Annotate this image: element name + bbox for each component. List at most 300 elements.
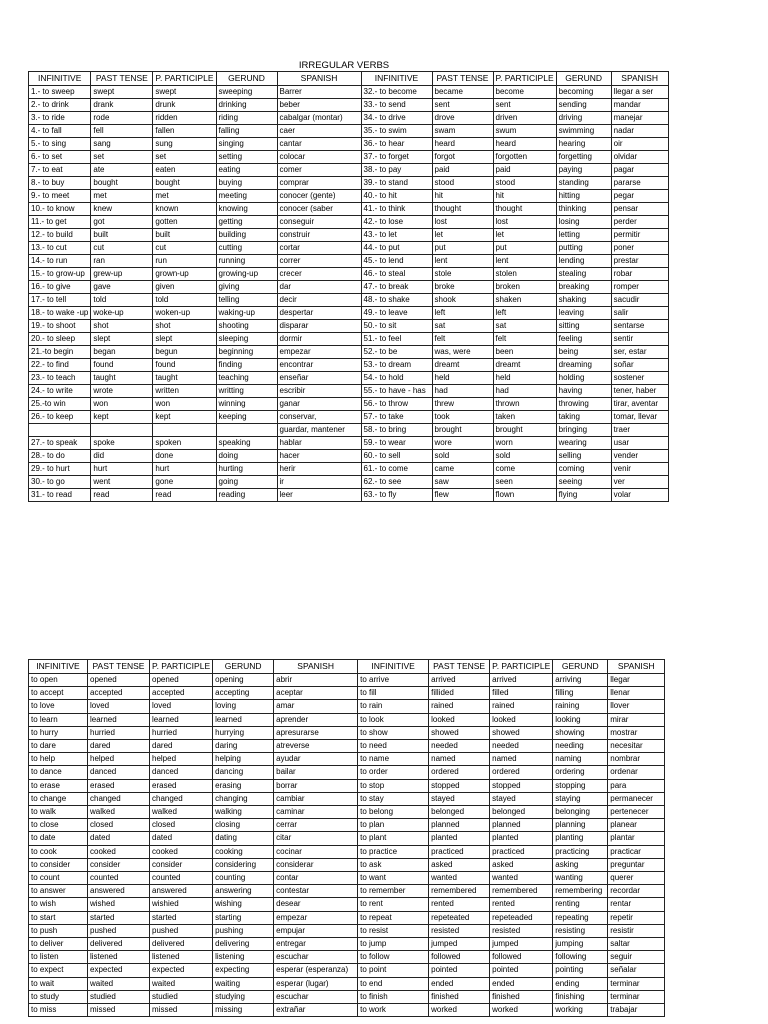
table-cell: waiting [213,977,274,990]
table-cell: opening [213,674,274,687]
table-cell: escribir [277,385,361,398]
table-cell: slept [91,333,153,346]
table-cell: loving [213,700,274,713]
table-cell: asked [490,858,553,871]
table-cell: feeling [556,333,611,346]
table-cell: told [153,294,216,307]
table-cell: keeping [216,411,277,424]
table-cell: repeteaded [490,911,553,924]
table-cell: became [432,86,493,99]
table-cell: flown [493,489,556,502]
table-cell: arrived [490,674,553,687]
table-cell: being [556,346,611,359]
table-cell: opened [150,674,213,687]
table-cell: forgot [432,151,493,164]
table-cell: broke [432,281,493,294]
table-cell: 29.- to hurt [29,463,91,476]
table-cell: 34.- to drive [361,112,432,125]
table-cell: sacudir [611,294,668,307]
table-cell: empujar [274,924,358,937]
table-cell: to belong [358,806,429,819]
table-cell: thought [493,203,556,216]
table-cell: gotten [153,216,216,229]
table-cell: slept [153,333,216,346]
table-cell: ran [91,255,153,268]
table-cell: wanted [429,872,490,885]
table-row [29,268,669,281]
table-cell: taking [556,411,611,424]
table-cell: swept [153,86,216,99]
table-cell: becoming [556,86,611,99]
table-cell: bought [153,177,216,190]
table-cell: sung [153,138,216,151]
table-cell: sold [493,450,556,463]
table-cell: permanecer [608,792,665,805]
table-cell: terminar [608,990,665,1003]
table-cell: getting [216,216,277,229]
table-cell: went [91,476,153,489]
table-cell: aprender [274,713,358,726]
table-cell: closed [88,819,150,832]
table-cell: worked [429,1004,490,1017]
table-cell: to push [29,924,88,937]
table-cell: showed [490,726,553,739]
table-cell: to start [29,911,88,924]
table-cell: pegar [611,190,668,203]
table-cell: did [91,450,153,463]
table-cell: brought [432,424,493,437]
table-cell: 2.- to drink [29,99,91,112]
table-row [29,320,669,333]
column-header: PAST TENSE [429,660,490,674]
table-cell: doing [216,450,277,463]
table-cell: llover [608,700,665,713]
table-cell: arriving [553,674,608,687]
table-cell: followed [490,951,553,964]
table-cell: 42.- to lose [361,216,432,229]
table-cell: preguntar [608,858,665,871]
table-cell: 19.- to shoot [29,320,91,333]
table-cell: leer [277,489,361,502]
table-row [29,740,665,753]
table-cell: 47.- to break [361,281,432,294]
table-cell: had [493,385,556,398]
table-cell: sent [493,99,556,112]
table-cell: ordered [429,766,490,779]
table-row [29,86,669,99]
table-cell: heard [432,138,493,151]
table-cell: ridden [153,112,216,125]
table-cell: cut [91,242,153,255]
table-cell: ver [611,476,668,489]
table-cell: 16.- to give [29,281,91,294]
table-cell: manejar [611,112,668,125]
table-cell: 53.- to dream [361,359,432,372]
table-cell: resisted [490,924,553,937]
table-cell: 26.- to keep [29,411,91,424]
table-cell: kept [153,411,216,424]
table-cell: to listen [29,951,88,964]
table-cell: to plant [358,832,429,845]
table-cell: conocer (gente) [277,190,361,203]
table-cell: cortar [277,242,361,255]
table-cell: to walk [29,806,88,819]
table-cell: ganar [277,398,361,411]
table-cell: losing [556,216,611,229]
table-cell: dared [150,740,213,753]
table-cell: 28.- to do [29,450,91,463]
table-cell: apresurarse [274,726,358,739]
table-cell: pertenecer [608,806,665,819]
table-cell: knew [91,203,153,216]
table-cell: planting [553,832,608,845]
table-cell: contar [274,872,358,885]
table-cell: 55.- to have - has [361,385,432,398]
table-cell: trabajar [608,1004,665,1017]
table-cell: permitir [611,229,668,242]
table-cell: mirar [608,713,665,726]
table-row [29,203,669,216]
table-row [29,951,665,964]
table-row [29,726,665,739]
table-row [29,164,669,177]
table-cell: riding [216,112,277,125]
table-cell: mostrar [608,726,665,739]
table-cell: began [91,346,153,359]
table-cell: despertar [277,307,361,320]
table-cell: para [608,779,665,792]
table-cell: listened [150,951,213,964]
table-cell: cambiar [274,792,358,805]
table-cell: 35.- to swim [361,125,432,138]
table-cell: taken [493,411,556,424]
table-cell: stopping [553,779,608,792]
table-cell: woken-up [153,307,216,320]
table-cell: 44.- to put [361,242,432,255]
table-cell: volar [611,489,668,502]
table-cell: forgotten [493,151,556,164]
table-cell: poner [611,242,668,255]
table-cell: driven [493,112,556,125]
table-cell: rained [429,700,490,713]
table-cell: lost [432,216,493,229]
table-cell: 50.- to sit [361,320,432,333]
table-row [29,177,669,190]
table-cell: swum [493,125,556,138]
table-cell: pushing [213,924,274,937]
table-row [29,674,665,687]
table-cell: shot [153,320,216,333]
table-row [29,151,669,164]
table-cell: grown-up [153,268,216,281]
table-cell: pointed [429,964,490,977]
column-header: INFINITIVE [361,72,432,86]
table-cell: 18.- to wake -up [29,307,91,320]
table-cell: shaking [556,294,611,307]
table-cell: to date [29,832,88,845]
table-cell: pointed [490,964,553,977]
table-cell: was, were [432,346,493,359]
table-cell: pensar [611,203,668,216]
table-cell: kept [91,411,153,424]
table-cell: to accept [29,687,88,700]
table-cell: seen [493,476,556,489]
table-cell: to wait [29,977,88,990]
table-cell: naming [553,753,608,766]
table-cell: helping [213,753,274,766]
table-cell: hitting [556,190,611,203]
table-row [29,385,669,398]
table-cell: beginning [216,346,277,359]
table-cell: dormir [277,333,361,346]
column-header: INFINITIVE [358,660,429,674]
table-cell: followed [429,951,490,964]
table-cell: jumped [490,938,553,951]
table-cell: to arrive [358,674,429,687]
table-cell: accepting [213,687,274,700]
table-cell: hurried [150,726,213,739]
table-cell: rented [429,898,490,911]
table-cell: rode [91,112,153,125]
table-cell: practicing [553,845,608,858]
table-cell: finishing [553,990,608,1003]
table-cell: counted [88,872,150,885]
table-cell: comprar [277,177,361,190]
table-row [29,463,669,476]
column-header: GERUND [556,72,611,86]
table-cell: remembered [490,885,553,898]
table-cell: planned [490,819,553,832]
column-header: INFINITIVE [29,660,88,674]
table-cell: to resist [358,924,429,937]
table-cell: held [432,372,493,385]
table-cell: romper [611,281,668,294]
table-cell [29,424,91,437]
table-cell: looked [490,713,553,726]
table-cell: saltar [608,938,665,951]
table-cell: counted [150,872,213,885]
table-cell: answered [150,885,213,898]
table-row [29,779,665,792]
table-cell: pararse [611,177,668,190]
table-cell: llegar a ser [611,86,668,99]
table-cell: told [91,294,153,307]
table-cell: falling [216,125,277,138]
column-header: SPANISH [277,72,361,86]
table-cell: let [432,229,493,242]
table-cell: to repeat [358,911,429,924]
table-cell: to dance [29,766,88,779]
table-row [29,832,665,845]
regular-verbs-table [28,659,665,1017]
table-cell: 6.- to set [29,151,91,164]
table-cell: pushed [88,924,150,937]
table-cell: crecer [277,268,361,281]
table-cell: taught [153,372,216,385]
table-cell: won [153,398,216,411]
table-cell: fell [91,125,153,138]
table-cell: 57.- to take [361,411,432,424]
table-cell: expected [150,964,213,977]
table-cell: dar [277,281,361,294]
table-cell: plantar [608,832,665,845]
table-cell: learned [150,713,213,726]
table-cell: to ask [358,858,429,871]
table-cell: herir [277,463,361,476]
table-cell: dating [213,832,274,845]
table-cell: remembering [553,885,608,898]
table-cell: needed [490,740,553,753]
table-cell: sentarse [611,320,668,333]
table-cell: drunk [153,99,216,112]
table-cell: 37.- to forget [361,151,432,164]
table-cell: erased [88,779,150,792]
table-cell: thought [432,203,493,216]
table-cell: knowing [216,203,277,216]
table-cell: resisted [429,924,490,937]
table-cell: ordering [553,766,608,779]
table-cell: found [153,359,216,372]
table-cell: 12.- to build [29,229,91,242]
table-row [29,229,669,242]
table-cell: wanted [490,872,553,885]
table-cell: lent [432,255,493,268]
table-cell: llegar [608,674,665,687]
table-cell: felt [432,333,493,346]
table-cell: caminar [274,806,358,819]
table-cell: showed [429,726,490,739]
table-cell: grew-up [91,268,153,281]
table-cell: to want [358,872,429,885]
table-cell: conseguir [277,216,361,229]
table-cell: to point [358,964,429,977]
column-header: PAST TENSE [91,72,153,86]
table-cell: 5.- to sing [29,138,91,151]
table-row [29,990,665,1003]
column-header: PAST TENSE [432,72,493,86]
table-cell: 46.- to steal [361,268,432,281]
table-cell: sent [432,99,493,112]
table-cell: cantar [277,138,361,151]
table-row [29,845,665,858]
table-cell: planear [608,819,665,832]
table-cell: to close [29,819,88,832]
table-row [29,437,669,450]
table-cell: named [429,753,490,766]
table-cell: to fill [358,687,429,700]
table-cell: stayed [429,792,490,805]
table-cell: to remember [358,885,429,898]
table-cell: buying [216,177,277,190]
table-cell: to learn [29,713,88,726]
table-cell: rented [490,898,553,911]
column-header: INFINITIVE [29,72,91,86]
table-cell: necesitar [608,740,665,753]
table-cell: remembered [429,885,490,898]
table-cell: 58.- to bring [361,424,432,437]
table-cell: flew [432,489,493,502]
table-cell: 40.- to hit [361,190,432,203]
table-cell: Barrer [277,86,361,99]
table-cell: set [91,151,153,164]
table-cell: jumping [553,938,608,951]
table-cell: starting [213,911,274,924]
table-cell: to show [358,726,429,739]
table-cell: helped [150,753,213,766]
table-cell: learned [213,713,274,726]
table-cell: loved [88,700,150,713]
table-cell: extrañar [274,1004,358,1017]
table-cell: writting [216,385,277,398]
table-cell: eaten [153,164,216,177]
table-cell: swimming [556,125,611,138]
table-cell: shooting [216,320,277,333]
table-cell: changed [88,792,150,805]
table-cell: finished [490,990,553,1003]
table-cell: throwing [556,398,611,411]
table-cell: speaking [216,437,277,450]
table-row [29,138,669,151]
table-cell: to cook [29,845,88,858]
table-cell: renting [553,898,608,911]
table-cell: letting [556,229,611,242]
table-row [29,792,665,805]
table-cell: planned [429,819,490,832]
table-cell: following [553,951,608,964]
table-cell: correr [277,255,361,268]
table-cell: came [432,463,493,476]
table-cell: sitting [556,320,611,333]
table-cell: rentar [608,898,665,911]
table-cell: 51.- to feel [361,333,432,346]
table-cell: planted [429,832,490,845]
table-cell: walked [88,806,150,819]
table-cell: expected [88,964,150,977]
table-row [29,411,669,424]
table-cell: to help [29,753,88,766]
table-cell: to study [29,990,88,1003]
table-cell: to look [358,713,429,726]
table-cell: 23.- to teach [29,372,91,385]
table-cell: pushed [150,924,213,937]
table-cell: taught [91,372,153,385]
table-cell: lent [493,255,556,268]
column-header: P. PARTICIPLE [493,72,556,86]
table-cell: perder [611,216,668,229]
table-cell: learned [88,713,150,726]
table-row [29,489,669,502]
table-cell: lending [556,255,611,268]
table-cell: ending [553,977,608,990]
table-cell: 36.- to hear [361,138,432,151]
table-cell: changing [213,792,274,805]
table-cell: colocar [277,151,361,164]
table-cell: needed [429,740,490,753]
table-cell: 33.- to send [361,99,432,112]
table-cell: read [153,489,216,502]
table-row [29,372,669,385]
table-cell: beber [277,99,361,112]
table-cell: giving [216,281,277,294]
table-cell: 14.- to run [29,255,91,268]
table-cell: breaking [556,281,611,294]
table-cell: accepted [88,687,150,700]
table-cell: 17.- to tell [29,294,91,307]
table-cell: put [432,242,493,255]
table-cell: teaching [216,372,277,385]
table-cell: started [88,911,150,924]
table-cell: raining [553,700,608,713]
